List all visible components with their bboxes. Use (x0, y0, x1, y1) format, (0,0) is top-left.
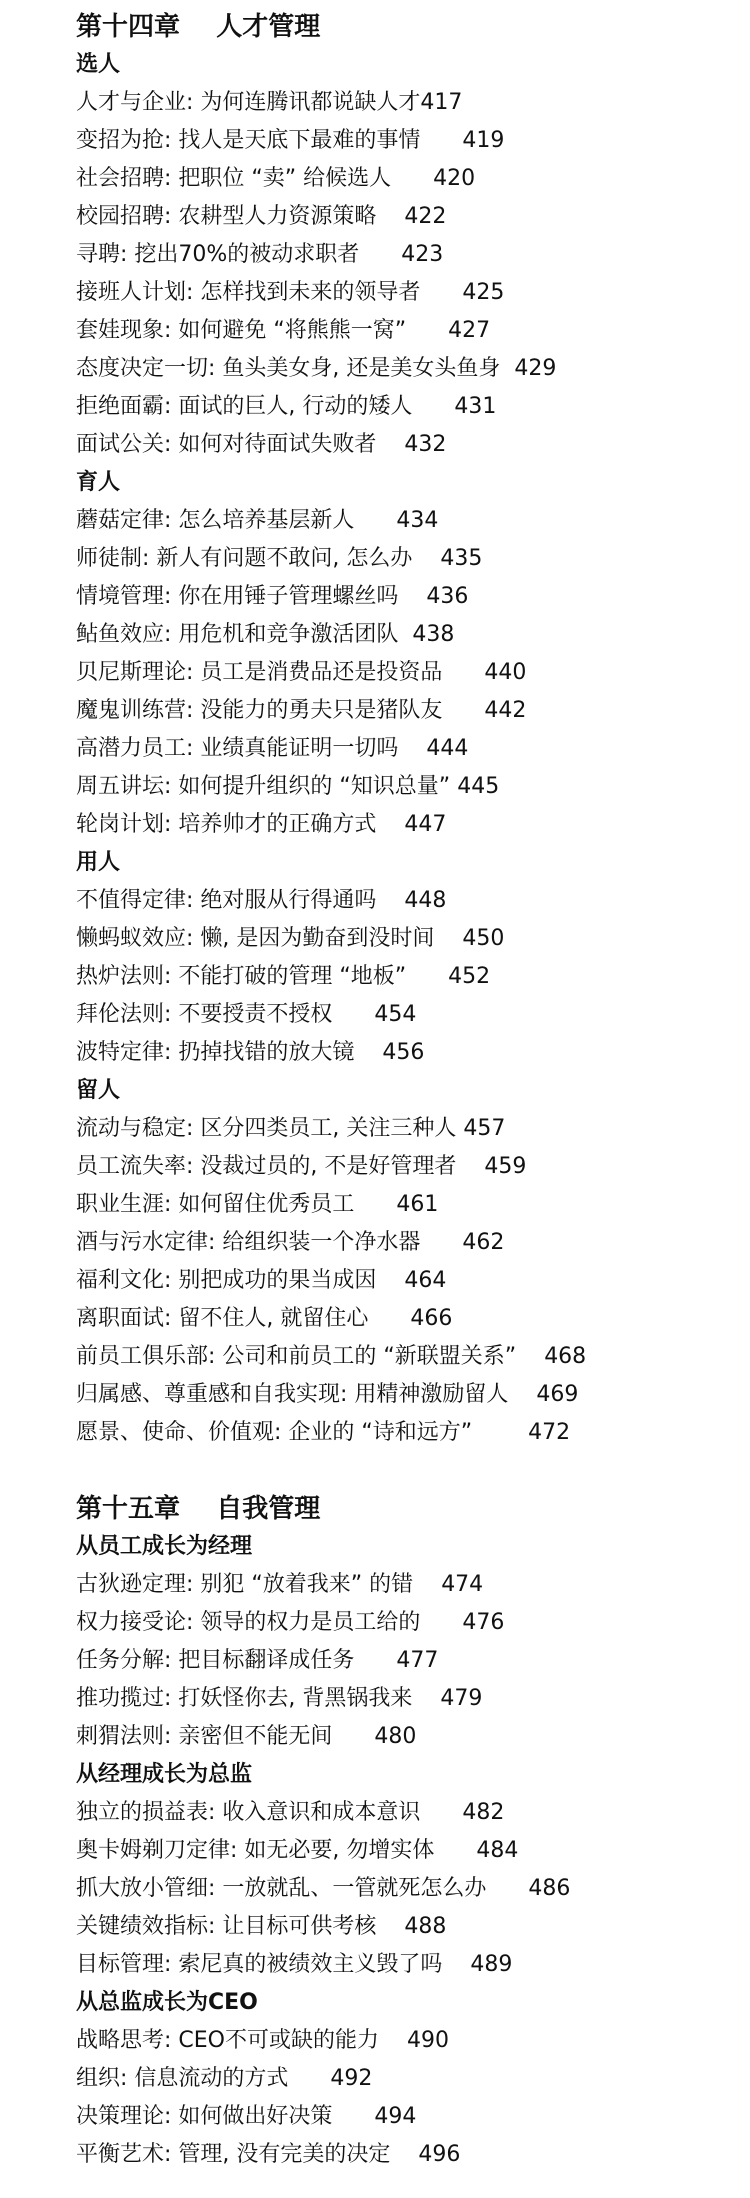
entry-title: 人才与企业: 为何连腾讯都说缺人才 (76, 90, 421, 115)
page-number: 459 (484, 1154, 527, 1179)
entry-gap (442, 698, 484, 723)
page-number: 417 (420, 90, 463, 115)
page-number: 427 (448, 318, 491, 343)
entry-title: 任务分解: 把目标翻译成任务 (76, 1648, 355, 1673)
toc-entry[interactable] (76, 1832, 750, 1870)
toc-entry[interactable] (76, 1338, 750, 1376)
entry-title: 社会招聘: 把职位 “卖” 给候选人 (76, 166, 392, 191)
entry-title: 懒蚂蚁效应: 懒, 是因为勤奋到没时间 (76, 926, 435, 951)
entry-title: 师徒制: 新人有问题不敢问, 怎么办 (76, 546, 413, 571)
toc-entry[interactable] (76, 1604, 750, 1642)
entry-gap (354, 508, 396, 533)
page-number: 445 (457, 774, 500, 799)
chapter-block (76, 1490, 750, 2174)
entry-gap (500, 356, 514, 381)
page-number: 468 (544, 1344, 587, 1369)
page-number: 472 (528, 1420, 571, 1445)
toc-entry[interactable] (76, 692, 750, 730)
toc-entry[interactable] (76, 2060, 750, 2098)
entry-title: 职业生涯: 如何留住优秀员工 (76, 1192, 355, 1217)
section-heading: 留人 (76, 1078, 121, 1103)
toc-entry[interactable] (76, 274, 750, 312)
entry-title: 刺猬法则: 亲密但不能无间 (76, 1724, 333, 1749)
toc-entry[interactable] (76, 768, 750, 806)
entry-gap (420, 1230, 462, 1255)
toc-entry[interactable] (76, 2022, 750, 2060)
page-number: 462 (462, 1230, 505, 1255)
page-number: 432 (404, 432, 447, 457)
entry-title: 拒绝面霸: 面试的巨人, 行动的矮人 (76, 394, 413, 419)
entry-title: 寻聘: 挖出70%的被动求职者 (76, 242, 360, 267)
entry-title: 推功揽过: 打妖怪你去, 背黑锅我来 (76, 1686, 413, 1711)
entry-gap (412, 546, 440, 571)
toc-entry[interactable] (76, 1224, 750, 1262)
entry-gap (434, 926, 462, 951)
page-number: 489 (470, 1952, 513, 1977)
toc-entry[interactable] (76, 502, 750, 540)
toc-entry[interactable] (76, 1262, 750, 1300)
page-number: 429 (514, 356, 557, 381)
toc-entry[interactable] (76, 882, 750, 920)
page-number: 480 (374, 1724, 417, 1749)
section-heading: 从总监成长为CEO (76, 1990, 258, 2015)
entry-title: 古狄逊定理: 别犯 “放着我来” 的错 (76, 1572, 414, 1597)
entry-title: 蘑菇定律: 怎么培养基层新人 (76, 508, 355, 533)
page-number: 448 (404, 888, 447, 913)
entry-gap (398, 622, 412, 647)
page-number: 442 (484, 698, 527, 723)
toc-entry[interactable] (76, 996, 750, 1034)
toc-entry[interactable] (76, 2136, 750, 2174)
toc-entry[interactable] (76, 1186, 750, 1224)
entry-title: 面试公关: 如何对待面试失败者 (76, 432, 377, 457)
entry-title: 关键绩效指标: 让目标可供考核 (76, 1914, 377, 1939)
page-number: 488 (404, 1914, 447, 1939)
toc-entry[interactable] (76, 1110, 750, 1148)
toc-entry[interactable] (76, 1718, 750, 1756)
toc-entry[interactable] (76, 730, 750, 768)
toc-entry[interactable] (76, 654, 750, 692)
page-number: 484 (476, 1838, 519, 1863)
entry-title: 酒与污水定律: 给组织装一个净水器 (76, 1230, 421, 1255)
entry-gap (390, 2142, 418, 2167)
toc-entry[interactable] (76, 1414, 750, 1452)
entry-title: 福利文化: 别把成功的果当成因 (76, 1268, 377, 1293)
page-number: 469 (536, 1382, 579, 1407)
toc-entry[interactable] (76, 1034, 750, 1072)
entry-gap (376, 1914, 404, 1939)
toc-entry[interactable] (76, 198, 750, 236)
toc-entry[interactable] (76, 920, 750, 958)
entry-gap (486, 1876, 528, 1901)
entry-title: 接班人计划: 怎样找到未来的领导者 (76, 280, 421, 305)
entry-title: 权力接受论: 领导的权力是员工给的 (76, 1610, 421, 1635)
toc-entry[interactable] (76, 1148, 750, 1186)
entry-gap (406, 318, 448, 343)
page-number: 438 (412, 622, 455, 647)
section-heading: 从经理成长为总监 (76, 1762, 253, 1787)
toc-entry[interactable] (76, 578, 750, 616)
toc-entry[interactable] (76, 388, 750, 426)
section-heading: 从员工成长为经理 (76, 1534, 253, 1559)
page-number: 461 (396, 1192, 439, 1217)
page-number: 454 (374, 1002, 417, 1027)
entry-title: 归属感、尊重感和自我实现: 用精神激励留人 (76, 1382, 509, 1407)
page-number: 434 (396, 508, 439, 533)
entry-gap (354, 1648, 396, 1673)
entry-title: 决策理论: 如何做出好决策 (76, 2104, 333, 2129)
section-heading: 育人 (76, 470, 121, 495)
toc-entry[interactable] (76, 1376, 750, 1414)
toc-entry[interactable] (76, 806, 750, 844)
entry-gap (398, 584, 426, 609)
toc-entry[interactable] (76, 1300, 750, 1338)
page-number: 466 (410, 1306, 453, 1331)
entry-gap (376, 204, 404, 229)
toc-entry[interactable] (76, 1908, 750, 1946)
page-number: 494 (374, 2104, 417, 2129)
page-number: 477 (396, 1648, 439, 1673)
entry-title: 轮岗计划: 培养帅才的正确方式 (76, 812, 377, 837)
entry-gap (420, 280, 462, 305)
toc-entry[interactable] (76, 1642, 750, 1680)
page-number: 450 (462, 926, 505, 951)
entry-gap (472, 1420, 528, 1445)
entry-title: 拜伦法则: 不要授责不授权 (76, 1002, 333, 1027)
entry-gap (420, 1800, 462, 1825)
page-number: 457 (463, 1116, 506, 1141)
entry-title: 奥卡姆剃刀定律: 如无必要, 勿增实体 (76, 1838, 435, 1863)
toc-entry[interactable] (76, 122, 750, 160)
toc-entry[interactable] (76, 1566, 750, 1604)
page-number: 476 (462, 1610, 505, 1635)
page-number: 423 (401, 242, 444, 267)
entry-gap (413, 1572, 441, 1597)
page-number: 447 (404, 812, 447, 837)
entry-title: 情境管理: 你在用锤子管理螺丝吗 (76, 584, 399, 609)
entry-gap (406, 964, 448, 989)
entry-gap (442, 660, 484, 685)
entry-title: 独立的损益表: 收入意识和成本意识 (76, 1800, 421, 1825)
entry-gap (376, 432, 404, 457)
entry-gap (376, 812, 404, 837)
entry-title: 目标管理: 索尼真的被绩效主义毁了吗 (76, 1952, 443, 1977)
entry-title: 鲇鱼效应: 用危机和竞争激活团队 (76, 622, 399, 647)
entry-gap (354, 1192, 396, 1217)
entry-title: 套娃现象: 如何避免 “将熊熊一窝” (76, 318, 407, 343)
entry-gap (391, 166, 433, 191)
entry-gap (332, 1002, 374, 1027)
entry-gap (508, 1382, 536, 1407)
entry-gap (368, 1306, 410, 1331)
entry-title: 愿景、使命、价值观: 企业的 “诗和远方” (76, 1420, 473, 1445)
page-number: 419 (462, 128, 505, 153)
page-number: 440 (484, 660, 527, 685)
toc-entry[interactable] (76, 236, 750, 274)
page-number: 464 (404, 1268, 447, 1293)
page-number: 420 (433, 166, 476, 191)
entry-title: 平衡艺术: 管理, 没有完美的决定 (76, 2142, 391, 2167)
entry-gap (412, 394, 454, 419)
entry-title: 波特定律: 扔掉找错的放大镜 (76, 1040, 355, 1065)
toc-entry[interactable] (76, 350, 750, 388)
page-number: 492 (330, 2066, 373, 2091)
page-number: 486 (528, 1876, 571, 1901)
entry-title: 战略思考: CEO不可或缺的能力 (76, 2028, 379, 2053)
entry-title: 变招为抢: 找人是天底下最难的事情 (76, 128, 421, 153)
entry-gap (442, 1952, 470, 1977)
toc-entry[interactable] (76, 312, 750, 350)
page-number: 479 (440, 1686, 483, 1711)
page-number: 435 (440, 546, 483, 571)
entry-gap (332, 1724, 374, 1749)
toc-entry[interactable] (76, 1870, 750, 1908)
entry-gap (354, 1040, 382, 1065)
toc-entry[interactable] (76, 2098, 750, 2136)
page-number: 490 (406, 2028, 449, 2053)
page-number: 474 (441, 1572, 484, 1597)
entry-title: 高潜力员工: 业绩真能证明一切吗 (76, 736, 399, 761)
chapter-title: 第十四章 人才管理 (76, 12, 321, 42)
entry-gap (379, 2028, 407, 2053)
entry-gap (376, 1268, 404, 1293)
entry-gap (456, 1154, 484, 1179)
entry-gap (332, 2104, 374, 2129)
page-number: 496 (418, 2142, 461, 2167)
entry-title: 不值得定律: 绝对服从行得通吗 (76, 888, 377, 913)
toc-entry[interactable] (76, 1680, 750, 1718)
toc-entry[interactable] (76, 958, 750, 996)
chapter-title: 第十五章 自我管理 (76, 1494, 321, 1524)
entry-title: 态度决定一切: 鱼头美女身, 还是美女头鱼身 (76, 356, 501, 381)
toc-entry[interactable] (76, 160, 750, 198)
toc-entry[interactable] (76, 616, 750, 654)
page-number: 436 (426, 584, 469, 609)
entry-gap (434, 1838, 476, 1863)
entry-title: 热炉法则: 不能打破的管理 “地板” (76, 964, 407, 989)
page-number: 422 (404, 204, 447, 229)
entry-gap (398, 736, 426, 761)
page-number: 482 (462, 1800, 505, 1825)
toc-entry[interactable] (76, 426, 750, 464)
chapter-block (76, 8, 750, 1452)
section-heading: 选人 (76, 52, 121, 77)
entry-gap (359, 242, 401, 267)
entry-gap (516, 1344, 544, 1369)
entry-title: 离职面试: 留不住人, 就留住心 (76, 1306, 369, 1331)
section-heading: 用人 (76, 850, 121, 875)
entry-title: 周五讲坛: 如何提升组织的 “知识总量” (76, 774, 451, 799)
page-number: 444 (426, 736, 469, 761)
entry-gap (420, 128, 462, 153)
entry-title: 流动与稳定: 区分四类员工, 关注三种人 (76, 1116, 457, 1141)
entry-gap (288, 2066, 330, 2091)
entry-title: 前员工俱乐部: 公司和前员工的 “新联盟关系” (76, 1344, 517, 1369)
page-number: 452 (448, 964, 491, 989)
page-number: 456 (382, 1040, 425, 1065)
page-number: 425 (462, 280, 505, 305)
entry-title: 校园招聘: 农耕型人力资源策略 (76, 204, 377, 229)
toc-entry[interactable] (76, 84, 750, 122)
entry-title: 魔鬼训练营: 没能力的勇夫只是猪队友 (76, 698, 443, 723)
entry-title: 组织: 信息流动的方式 (76, 2066, 289, 2091)
toc-entry[interactable] (76, 1946, 750, 1984)
entry-title: 员工流失率: 没裁过员的, 不是好管理者 (76, 1154, 457, 1179)
entry-title: 抓大放小管细: 一放就乱、一管就死怎么办 (76, 1876, 487, 1901)
entry-title: 贝尼斯理论: 员工是消费品还是投资品 (76, 660, 443, 685)
entry-gap (376, 888, 404, 913)
toc-entry[interactable] (76, 1794, 750, 1832)
entry-gap (412, 1686, 440, 1711)
entry-gap (420, 1610, 462, 1635)
toc-entry[interactable] (76, 540, 750, 578)
page-number: 431 (454, 394, 497, 419)
